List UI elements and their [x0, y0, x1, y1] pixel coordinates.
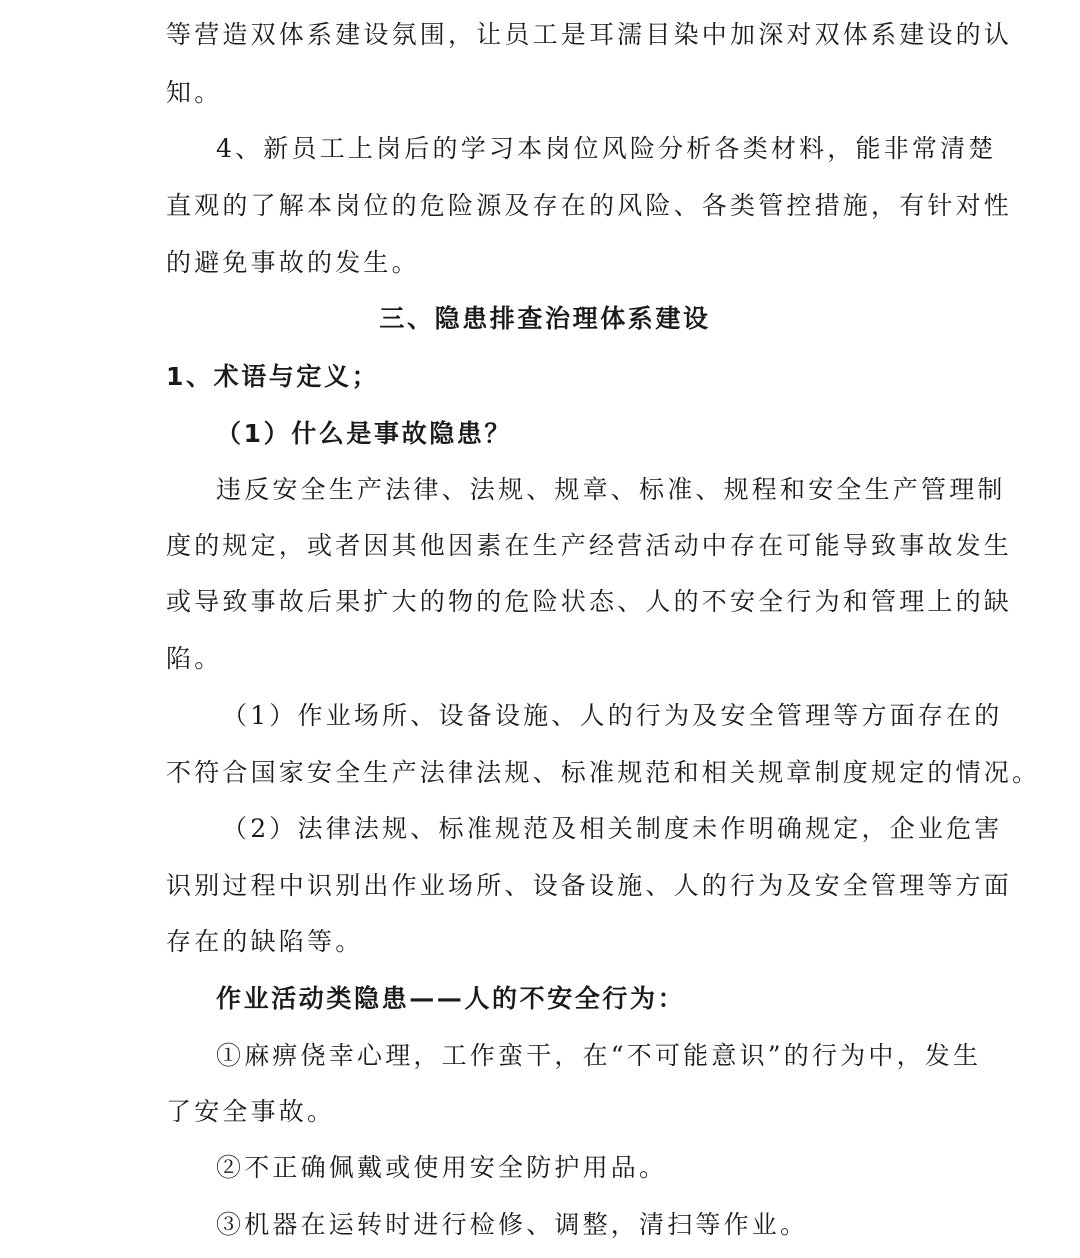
activity-heading: 作业活动类隐患——人的不安全行为： — [216, 984, 686, 1013]
definition-line-1: 违反安全生产法律、法规、规章、标准、规程和安全生产管理制 — [216, 475, 1006, 504]
paragraph-2-line-3: 的避免事故的发生。 — [166, 248, 420, 277]
behavior-2: ②不正确佩戴或使用安全防护用品。 — [216, 1153, 668, 1182]
subheading-terms: 1、术语与定义； — [166, 362, 380, 391]
item-2-line-2: 识别过程中识别出作业场所、设备设施、人的行为及安全管理等方面 — [166, 871, 1013, 900]
behavior-1-line-2: 了安全事故。 — [166, 1097, 336, 1126]
behavior-1-line-1: ①麻痹侥幸心理，工作蛮干，在“不可能意识”的行为中，发生 — [216, 1041, 982, 1070]
item-2-line-3: 存在的缺陷等。 — [166, 927, 364, 956]
section-heading: 三、隐患排查治理体系建设 — [379, 304, 711, 333]
item-1-line-1: （1）作业场所、设备设施、人的行为及安全管理等方面存在的 — [222, 701, 1003, 730]
item-2-line-1: （2）法律法规、标准规范及相关制度未作明确规定，企业危害 — [222, 814, 1003, 843]
paragraph-2-line-1: 4、新员工上岗后的学习本岗位风险分析各类材料，能非常清楚 — [216, 134, 997, 163]
paragraph-2-line-2: 直观的了解本岗位的危险源及存在的风险、各类管控措施，有针对性 — [166, 191, 1013, 220]
paragraph-1-line-2: 知。 — [166, 78, 223, 107]
definition-line-2: 度的规定，或者因其他因素在生产经营活动中存在可能导致事故发生 — [166, 531, 1013, 560]
item-1-line-2: 不符合国家安全生产法律法规、标准规范和相关规章制度规定的情况。 — [166, 758, 1041, 787]
definition-line-4: 陷。 — [166, 644, 223, 673]
paragraph-1-line-1: 等营造双体系建设氛围，让员工是耳濡目染中加深对双体系建设的认 — [166, 20, 1013, 49]
question-heading: （1）什么是事故隐患？ — [216, 419, 512, 448]
behavior-3: ③机器在运转时进行检修、调整，清扫等作业。 — [216, 1210, 809, 1239]
definition-line-3: 或导致事故后果扩大的物的危险状态、人的不安全行为和管理上的缺 — [166, 587, 1013, 616]
